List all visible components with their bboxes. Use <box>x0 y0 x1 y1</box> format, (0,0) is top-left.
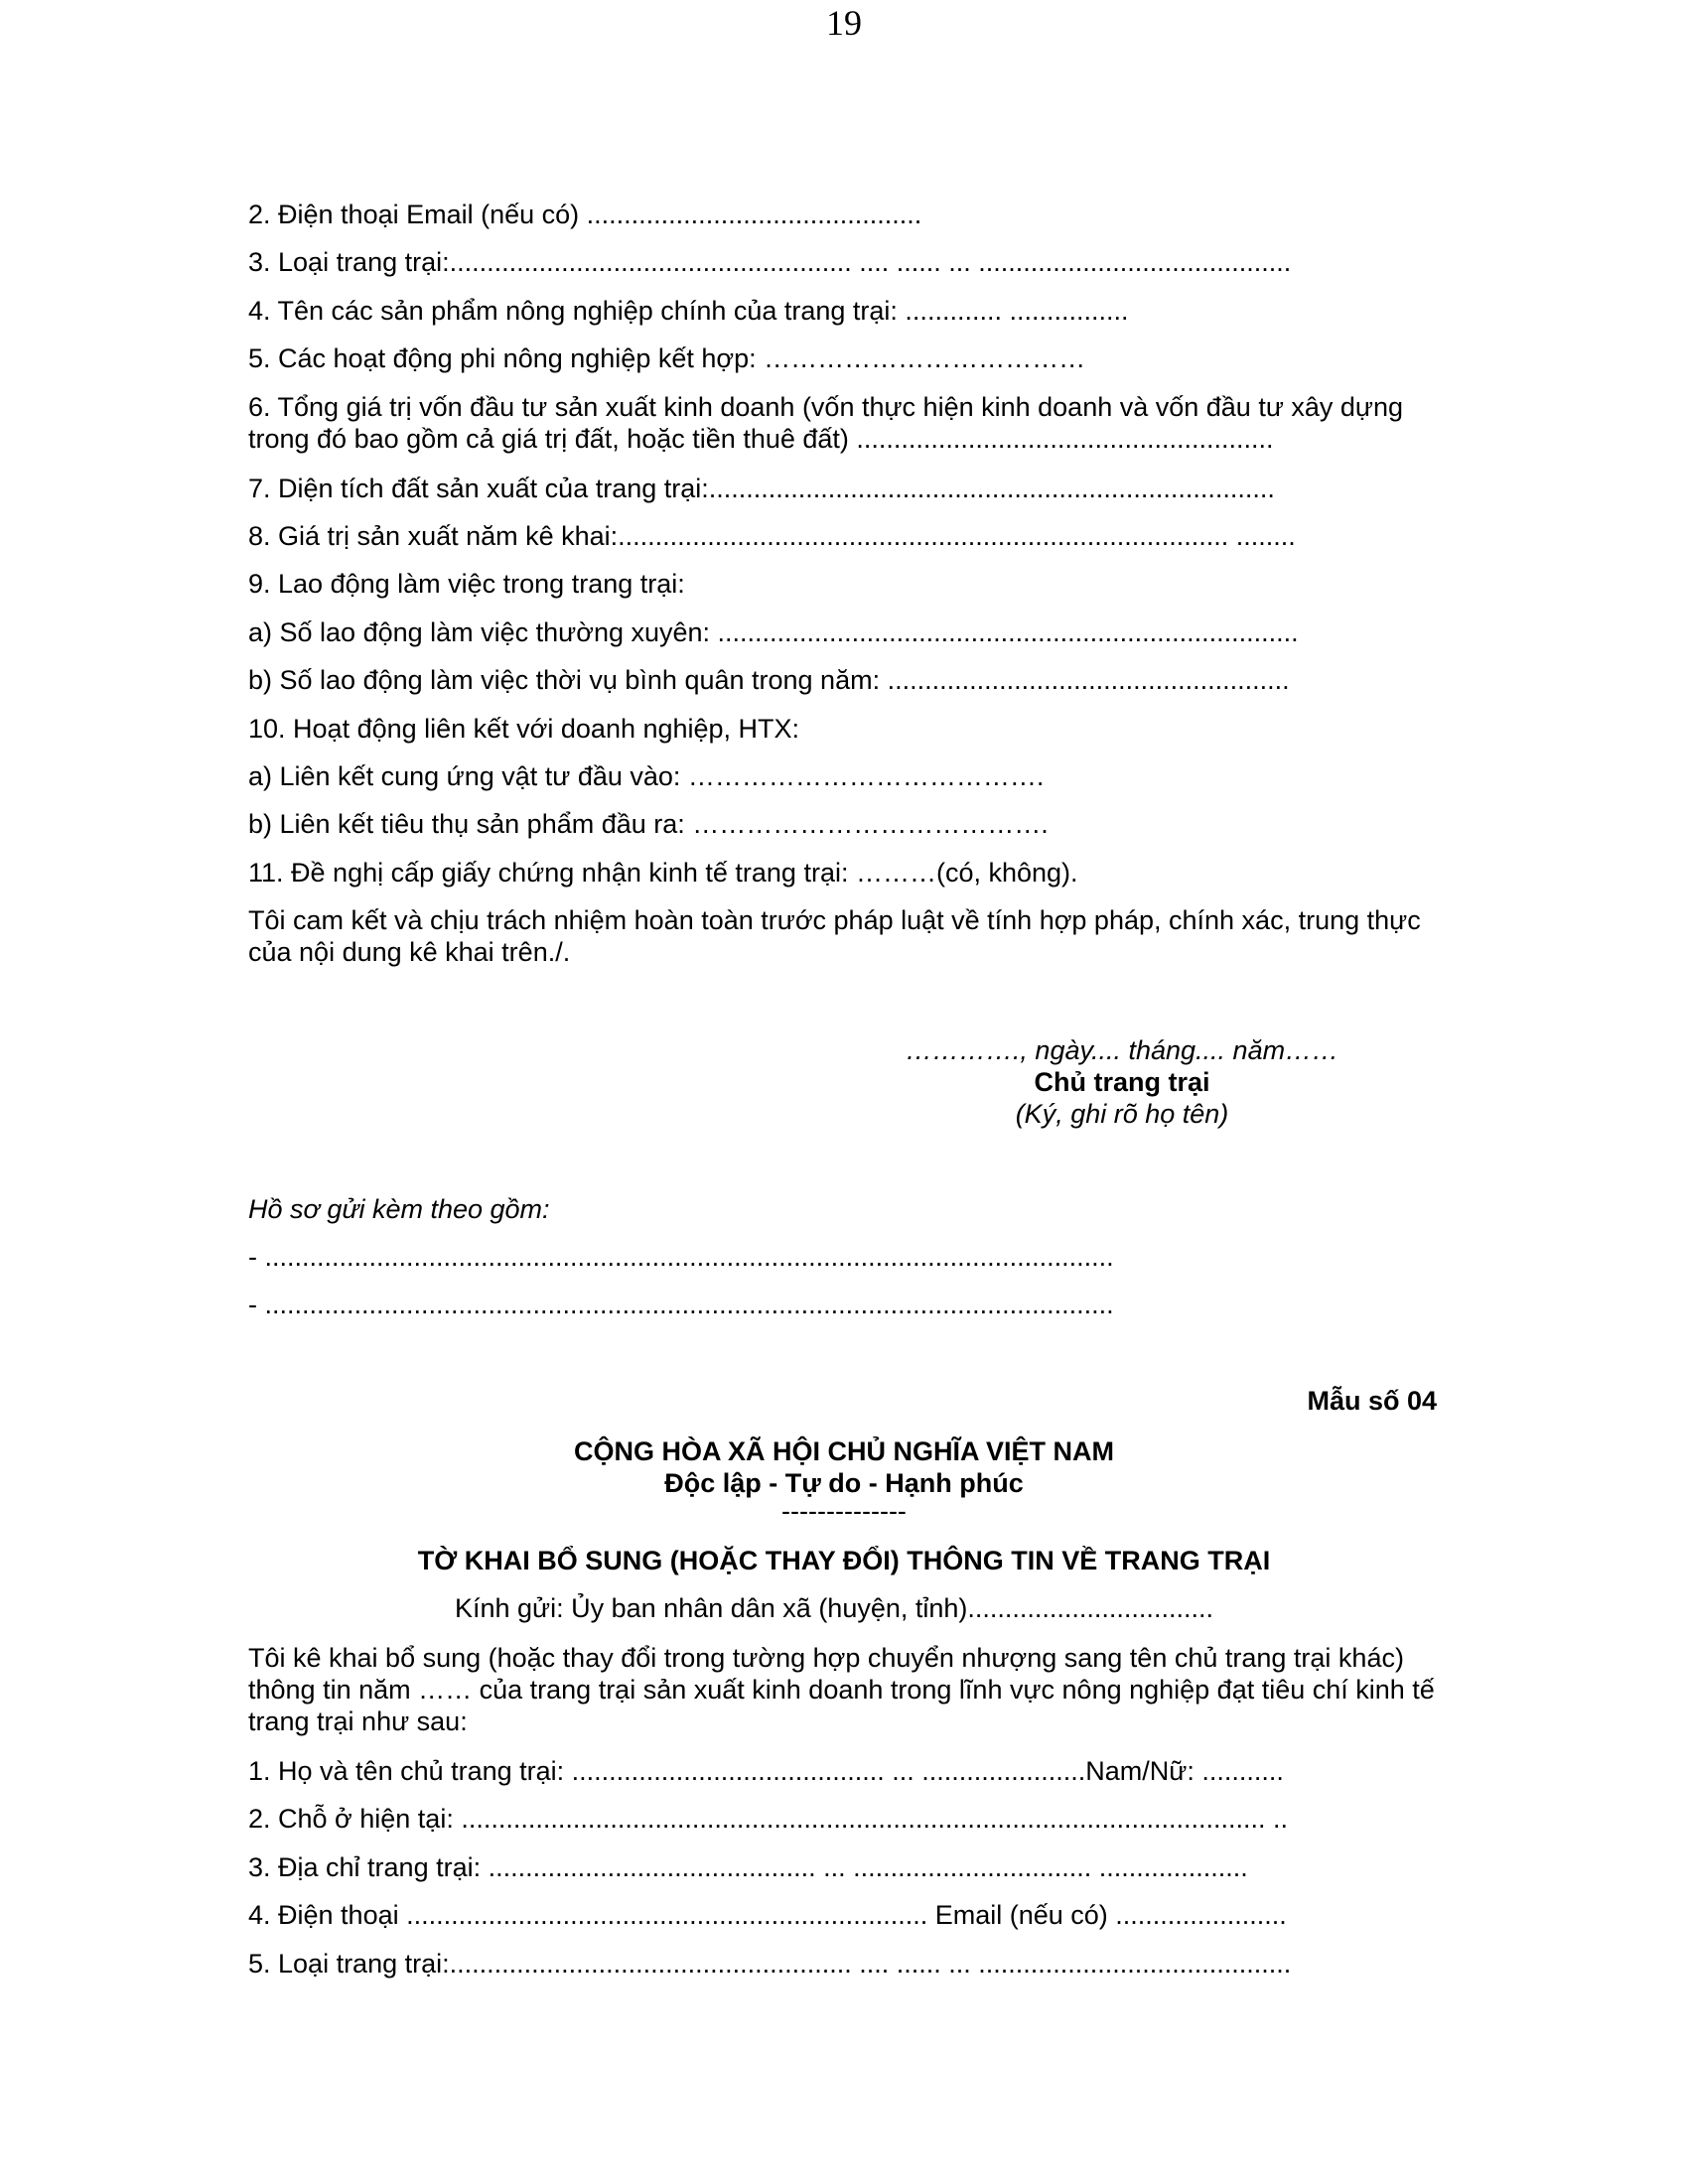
national-motto: Độc lập - Tự do - Hạnh phúc <box>664 1468 1024 1498</box>
intro-paragraph: Tôi kê khai bổ sung (hoặc thay đổi trong tường hợp chuyển nhượng sang tên chủ trang trại khác) thông tin năm …… của trang trại sản xuất kinh doanh trong lĩnh vực nông nghiệp đạt tiêu chí kinh tế trang trại như sau: <box>248 1643 1435 1736</box>
item-non-agri-activities: 5. Các hoạt động phi nông nghiệp kết hợp: ……………………………… <box>248 343 1086 373</box>
form04-phone-email: 4. Điện thoại ...................................................................... Email (nếu có) ....................... <box>248 1900 1287 1930</box>
form04-farm-type: 5. Loại trang trại:...................................................... .... ...... ... .......................................... <box>248 1949 1292 1979</box>
item-seasonal-labor: b) Số lao động làm việc thời vụ bình quân trong năm: ...................................................... <box>248 665 1290 695</box>
attachment-line: - .................................................................................................................. <box>248 1242 1114 1272</box>
item-output-linkage: b) Liên kết tiêu thụ sản phẩm đầu ra: …………………………………. <box>248 809 1049 839</box>
signature-date: …………., ngày.... tháng.... năm…… <box>905 1035 1339 1065</box>
form04-owner-name: 1. Họ và tên chủ trang trại: .......................................... ... ......................Nam/Nữ: ........... <box>248 1756 1284 1786</box>
signature-title: Chủ trang trại <box>1034 1067 1210 1097</box>
national-title: CỘNG HÒA XÃ HỘI CHỦ NGHĨA VIỆT NAM <box>573 1436 1114 1466</box>
form-number: Mẫu số 04 <box>1307 1386 1437 1416</box>
item-linkage: 10. Hoạt động liên kết với doanh nghiệp, HTX: <box>248 714 800 744</box>
signature-note: (Ký, ghi rõ họ tên) <box>1015 1099 1229 1129</box>
form04-residence: 2. Chỗ ở hiện tại: ............................................................................................................ .. <box>248 1804 1288 1834</box>
page-number: 19 <box>826 3 862 43</box>
attachment-line: - .................................................................................................................. <box>248 1290 1114 1319</box>
item-regular-labor: a) Số lao động làm việc thường xuyên: .............................................................................. <box>248 617 1299 647</box>
form04-farm-address: 3. Địa chỉ trang trại: ............................................ ... ................................ .................... <box>248 1852 1248 1882</box>
item-phone-email: 2. Điện thoại Email (nếu có) ............................................. <box>248 200 922 229</box>
commitment-statement: Tôi cam kết và chịu trách nhiệm hoàn toàn trước pháp luật về tính hợp pháp, chính xác, trung thực của nội dung kê khai trên./. <box>248 905 1421 967</box>
item-certificate-request: 11. Đề nghị cấp giấy chứng nhận kinh tế trang trại: ………(có, không). <box>248 858 1078 887</box>
item-main-products: 4. Tên các sản phẩm nông nghiệp chính của trang trại: ............. ................ <box>248 296 1129 326</box>
form-title: TỜ KHAI BỔ SUNG (HOẶC THAY ĐỔI) THÔNG TIN VỀ TRANG TRẠI <box>417 1546 1271 1575</box>
separator: -------------- <box>781 1496 907 1526</box>
item-farm-type: 3. Loại trang trại:...................................................... .... ...... ... .......................................... <box>248 247 1292 277</box>
recipient-line: Kính gửi: Ủy ban nhân dân xã (huyện, tỉnh)................................. <box>455 1593 1213 1623</box>
item-investment-value: 6. Tổng giá trị vốn đầu tư sản xuất kinh doanh (vốn thực hiện kinh doanh và vốn đầu tư xây dựng trong đó bao gồm cả giá trị đất, hoặc tiền thuê đất) ........................................................ <box>248 392 1404 454</box>
item-input-linkage: a) Liên kết cung ứng vật tư đầu vào: …………………………………. <box>248 761 1045 791</box>
attachments-heading: Hồ sơ gửi kèm theo gồm: <box>248 1194 550 1224</box>
item-labor: 9. Lao động làm việc trong trang trại: <box>248 569 685 599</box>
item-production-value: 8. Giá trị sản xuất năm kê khai:.................................................................................. ........ <box>248 521 1296 551</box>
item-land-area: 7. Diện tích đất sản xuất của trang trại:............................................................................ <box>248 474 1275 503</box>
